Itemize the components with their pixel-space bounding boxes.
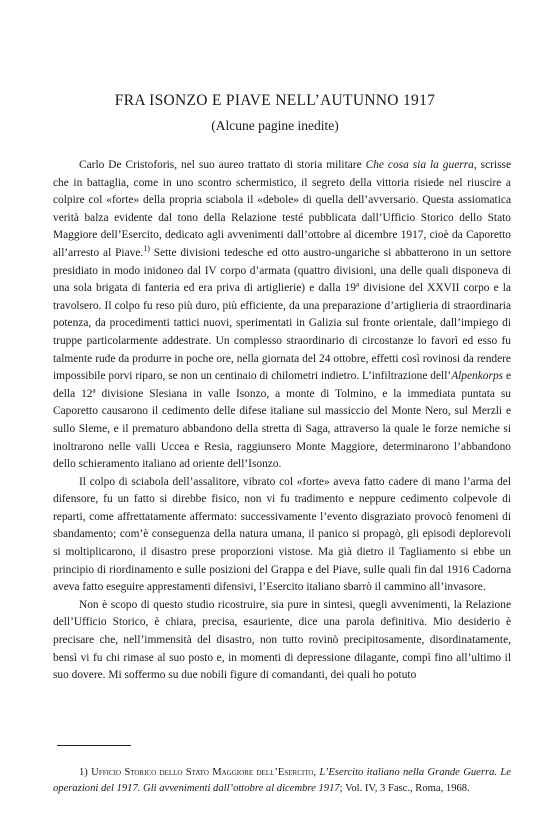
footnote-work-title: L’Esercito italiano nella Grande Guerra. Le operazioni del 1917. Gli avvenimenti dall’ottobre al dicembre 1917 (53, 767, 511, 794)
footnote-institution: Ufficio Storico dello Stato Maggiore dell’Esercito (91, 767, 314, 778)
footnote-divider (57, 745, 131, 746)
footnote-reference: 1) (143, 244, 150, 254)
paragraph-1-text-b: , scrisse che in battaglia, come in uno scontro schermistico, il segreto della vittoria risiede nel riuscire a colpire col «forte» della propria sciabola il «debole» di quella dell’avversario. Questa assiomatica verità balza evidente dal tono della Relazione testé pubblicata dall’Ufficio Storico dello Stato Maggiore dell’Esercito, dedicato agli avvenimenti dall’ottobre al dicembre 1917, cioè da Caporetto all’arresto al Piave. (53, 159, 511, 259)
book-title-italic: Che cosa sia la guerra (365, 159, 474, 171)
paragraph-1 (53, 157, 511, 474)
footnote-tail: ; Vol. IV, 3 Fasc., Roma, 1968. (339, 783, 470, 794)
page-subtitle: (Alcune pagine inedite) (211, 118, 339, 133)
paragraph-2: Il colpo di sciabola dell’assalitore, vibrato col «forte» aveva fatto cadere di mano l’arma del difensore, fu un fatto si direbbe fisico, non vi fu tradimento e neppure cedimento colpevole di reparti, come affrettatamente affermato: successivamente l’evento disgraziato provocò fenomeni di sbandamento; com’è conseguenza della natura umana, il panico si propagò, gli episodi deplorevoli si moltiplicarono, il disastro prese proporzioni vistose. Ma già dietro il Tagliamento si ebbe un principio di riordinamento e sulle posizioni del Grappa e del Piave, sulle quali fin dal 1916 Cadorna aveva fatto eseguire apprestamenti difensivi, l’Esercito italiano sbarrò il cammino all’invasore. (53, 475, 511, 594)
footnote (53, 765, 511, 797)
alpenkorps-italic: Alpenkorps (451, 370, 504, 383)
page-title: FRA ISONZO E PIAVE NELL’AUTUNNO 1917 (114, 92, 436, 109)
paragraph-1-text-a: Carlo De Cristoforis, nel suo aureo trattato di storia militare (79, 159, 366, 171)
article-body (53, 157, 511, 685)
footnote-marker: 1) (79, 767, 88, 778)
footnote-text: 1) Ufficio Storico dello Stato Maggiore dell’Esercito, L’Esercito italiano nella Grande Guerra. Le operazioni del 1917. Gli avvenimenti dall’ottobre al dicembre 1917; Vol. IV, 3 Fasc., Roma, 1968. (53, 767, 511, 794)
paragraph-3: Non è scopo di questo studio ricostruire, sia pure in sintesi, quegli avvenimenti, la Relazione dell’Ufficio Storico, è chiara, precisa, esauriente, dice una parola definitiva. Mio desiderio è precisare che, nell’immensità del disastro, non tutto rovinò precipitosamente, disordinatamente, bensì vi fu chi rimase al suo posto e, in momenti di depressione dilagante, compì fino all’ultimo il suo dovere. Mi soffermo su due nobili figure di comandanti, dei quali ho potuto (53, 598, 511, 682)
paragraph-1-text-c: Sette divisioni tedesche ed otto austro-ungariche si abbatterono in un settore presidiato in modo inidoneo dal IV corpo d’armata (quattro divisioni, una delle quali disponeva di una sola brigata di fanteria ed era priva di artiglierie) e dalla 19ª divisione del XXVII corpo e la travolsero. Il colpo fu reso più duro, più efficiente, da una preparazione d’artiglieria di straordinaria potenza, da procedimenti tattici nuovi, sperimentati in Galizia sul fronte orientale, dall’impiego di truppe particolarmente addestrate. Un complesso straordinario di circostanze lo favorì ed esso fu talmente rude da produrre in poche ore, nella giornata del 24 ottobre, effetti così rovinosi da rendere impossibile porvi riparo, se non un centinaio di chilometri indietro. L’infiltrazione dell’ (53, 246, 511, 383)
paragraph-1-text-d: e della 12ª divisione Slesiana in valle Isonzo, a monte di Tolmino, e la immediata puntata su Caporetto causarono il cedimento delle difese italiane sul massiccio del Monte Nero, sul Merzli e sullo Sleme, e il prematuro abbandono della stretta di Saga, attraverso la quale le forze nemiche si inoltrarono nelle valli Uccea e Resia, raggiunsero Monte Maggiore, determinarono l’abbandono dello schieramento italiano ad oriente dell’Isonzo. (53, 370, 512, 471)
